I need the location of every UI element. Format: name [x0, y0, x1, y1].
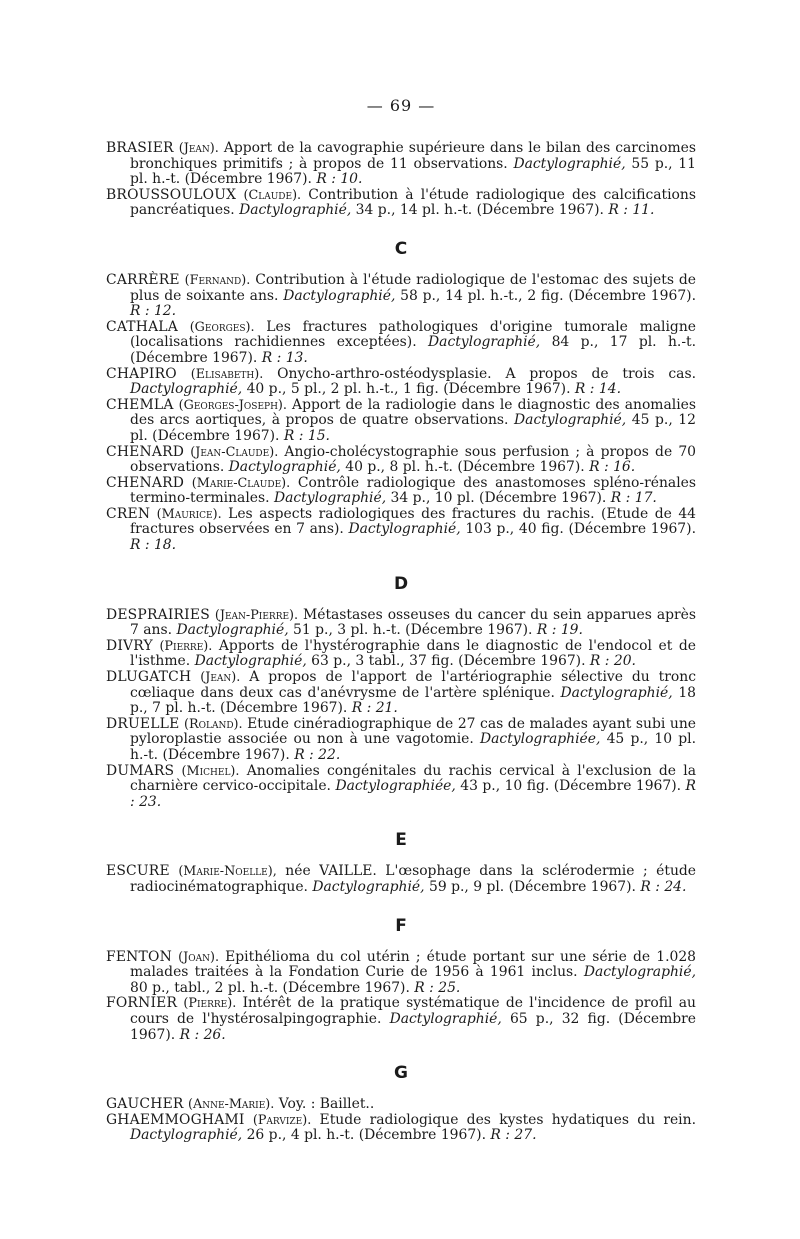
- entry-title: Métastases osseuses du cancer du sein apparues après 7 ans.: [130, 606, 696, 639]
- bibliography-entry: [106, 367, 696, 398]
- entry-title: Contribution à l'étude radiologique de l'estomac des sujets de plus de soixante ans.: [130, 271, 696, 304]
- section-letter: F: [395, 915, 407, 936]
- author-firstname: (Georges-Joseph).: [178, 397, 287, 413]
- author-firstname: (Fernand).: [184, 272, 251, 288]
- author-surname: DUMARS: [106, 762, 175, 779]
- entry-details: 84 p., 17 pl. h.-t. (Décembre 1967).: [130, 334, 697, 366]
- section-letter: E: [395, 830, 407, 851]
- entry-title: Etude radiologique des kystes hydatiques du rein.: [311, 1111, 696, 1128]
- author-firstname: (Claude).: [243, 187, 302, 203]
- reference-number: R : 14.: [574, 381, 621, 398]
- author-firstname: (Jean-Claude).: [190, 444, 279, 460]
- author-firstname: (Pierre).: [159, 638, 213, 654]
- bibliography-list: [106, 141, 696, 1144]
- author-surname: CREN: [106, 505, 151, 522]
- bibliography-entry: [106, 608, 696, 639]
- author-surname: FORNIER: [106, 995, 178, 1012]
- entry-details: 40 p., 8 pl. h.-t. (Décembre 1967).: [340, 459, 590, 476]
- author-surname: CHENARD: [106, 474, 185, 491]
- bibliography-entry: [106, 476, 696, 507]
- entry-details: 26 p., 4 pl. h.-t. (Décembre 1967).: [242, 1127, 491, 1144]
- author-firstname: (Michel).: [181, 763, 240, 779]
- author-firstname: (Parvize).: [252, 1112, 312, 1128]
- entry-details: 58 p., 14 pl. h.-t., 2 fig. (Décembre 1967).: [395, 287, 696, 304]
- bibliography-entry: [106, 764, 696, 811]
- publication-note: Dactylographié,: [428, 334, 541, 351]
- section: [106, 916, 696, 1044]
- author-surname: CARRÈRE: [106, 271, 180, 288]
- author-firstname: (Elisabeth).: [190, 366, 264, 382]
- entry-title: Voy. : Baillet..: [274, 1096, 375, 1113]
- reference-number: R : 27.: [490, 1127, 537, 1144]
- entry-details: 18 p., 7 pl. h.-t. (Décembre 1967).: [130, 684, 696, 717]
- publication-note: Dactylographié,: [130, 381, 243, 398]
- author-firstname: (Marie-Noelle),: [178, 864, 277, 880]
- publication-note: Dactylographié,: [583, 964, 696, 981]
- publication-note: Dactylographié,: [513, 155, 626, 172]
- entry-details: 103 p., 40 fig. (Décembre 1967).: [460, 521, 696, 538]
- publication-note: Dactylographiée,: [335, 778, 456, 795]
- entry-title: Apports de l'hystérographie dans le diagnostic de l'endocol et de l'isthme.: [130, 637, 696, 670]
- publication-note: Dactylographié,: [239, 202, 352, 219]
- author-surname: CATHALA: [106, 318, 178, 335]
- author-surname: DLUGATCH: [106, 669, 192, 686]
- publication-note: Dactylographié,: [228, 459, 341, 476]
- bibliography-entry: [106, 188, 696, 219]
- author-firstname: (Maurice).: [156, 506, 222, 522]
- publication-note: Dactylographié,: [389, 1010, 502, 1027]
- reference-number: R : 19.: [536, 622, 583, 639]
- author-firstname: (Jean).: [178, 141, 219, 156]
- bibliography-entry: [106, 398, 696, 445]
- entry-title: Etude cinéradiographique de 27 cas de malades ayant subi une pyloroplastie associée ou non à une vagotomie.: [130, 715, 696, 748]
- author-surname: CHAPIRO: [106, 365, 177, 382]
- author-surname: BRASIER: [106, 140, 174, 156]
- author-surname: FENTON: [106, 948, 172, 965]
- entry-details: 65 p., 32 fig. (Décembre 1967).: [130, 1010, 696, 1043]
- section-letter: D: [393, 573, 409, 594]
- author-firstname: (Marie-Claude).: [191, 475, 291, 491]
- entry-title: Angio-cholécystographie sous perfusion ; à propos de 70 observations.: [130, 443, 696, 476]
- bibliography-entry: [106, 864, 696, 895]
- reference-number: R : 20.: [589, 653, 636, 670]
- reference-number: R : 12.: [130, 303, 177, 320]
- reference-number: R : 22.: [294, 747, 341, 763]
- reference-number: R : 24.: [640, 878, 687, 895]
- entry-details: 80 p., tabl., 2 pl. h.-t. (Décembre 1967).: [130, 979, 415, 996]
- bibliography-entry: [106, 670, 696, 717]
- publication-note: Dactylographié,: [514, 412, 627, 429]
- reference-number: R : 16.: [589, 459, 636, 476]
- reference-number: R : 13.: [261, 349, 308, 366]
- publication-note: Dactylographiée,: [480, 731, 601, 748]
- author-surname: CHEMLA: [106, 396, 174, 413]
- entry-title: Les aspects radiologiques des fractures du rachis. (Etude de 44 fractures observées en 7 ans).: [130, 505, 696, 538]
- bibliography-entry: [106, 141, 696, 188]
- author-firstname: (Roland).: [184, 716, 243, 732]
- entry-title: Apport de la radiologie dans le diagnostic des anomalies des arcs aortiques, à propos de quatre observations.: [130, 396, 696, 429]
- bibliography-entry: [106, 507, 696, 554]
- bibliography-entry: [106, 273, 696, 320]
- publication-note: Dactylographié,: [283, 287, 396, 304]
- reference-number: R : 15.: [283, 427, 330, 444]
- section: [106, 830, 696, 895]
- publication-note: Dactylographié,: [560, 684, 673, 701]
- publication-note: Dactylographié,: [194, 653, 307, 670]
- entry-details: 40 p., 5 pl., 2 pl. h.-t., 1 fig. (Décembre 1967).: [242, 381, 575, 398]
- reference-number: R : 18.: [130, 537, 177, 554]
- bibliography-entry: [106, 996, 696, 1043]
- entry-title: Les fractures pathologiques d'origine tumorale maligne (localisations rachidiennes exceptées).: [130, 318, 696, 351]
- page-number: — 69 —: [366, 96, 436, 115]
- entry-details: 59 p., 9 pl. (Décembre 1967).: [424, 878, 641, 895]
- section: [106, 239, 696, 554]
- section-letter: G: [394, 1063, 408, 1084]
- author-surname: DRUELLE: [106, 715, 180, 732]
- bibliography-entry: [106, 445, 696, 476]
- entry-details: 34 p., 10 pl. (Décembre 1967).: [386, 490, 611, 507]
- section-letter: C: [394, 238, 408, 259]
- author-surname: BROUSSOULOUX: [106, 186, 237, 203]
- publication-note: Dactylographié,: [176, 622, 289, 639]
- author-surname: DESPRAIRIES: [106, 606, 210, 623]
- entry-title: Apport de la cavographie supérieure dans le bilan des carcinomes bronchiques primitifs ; à propos de 11 observations.: [130, 140, 696, 172]
- reference-number: R : 23.: [130, 778, 696, 810]
- entry-title: née VAILLE. L'œsophage dans la sclérodermie ; étude radiocinématographique.: [130, 863, 696, 895]
- bibliography-entry: [106, 320, 696, 367]
- author-firstname: (Pierre).: [183, 996, 237, 1012]
- author-surname: CHENARD: [106, 443, 185, 460]
- author-firstname: (Jean-Pierre).: [214, 607, 299, 623]
- author-surname: ESCURE: [106, 863, 170, 880]
- author-surname: GAUCHER: [106, 1096, 184, 1113]
- author-surname: GHAEMMOGHAMI: [106, 1111, 245, 1128]
- section: [106, 1063, 696, 1144]
- entry-title: Contribution à l'étude radiologique des calcifications pancréatiques.: [130, 186, 696, 219]
- reference-number: R : 25.: [414, 979, 461, 996]
- entry-details: 34 p., 14 pl. h.-t. (Décembre 1967).: [351, 202, 609, 219]
- entry-title: A propos de l'apport de l'artériographie sélective du tronc cœliaque dans deux cas d'anévrysme de l'artère splénique.: [130, 669, 696, 701]
- entry-title: Contrôle radiologique des anastomoses spléno-rénales termino-terminales.: [130, 474, 696, 507]
- publication-note: Dactylographié,: [312, 878, 425, 895]
- entry-details: 55 p., 11 pl. h.-t. (Décembre 1967).: [130, 155, 696, 188]
- publication-note: Dactylographié,: [348, 521, 461, 538]
- section: [106, 141, 696, 219]
- entry-details: 45 p., 12 pl. (Décembre 1967).: [130, 412, 696, 444]
- publication-note: Dactylographié,: [273, 490, 387, 507]
- reference-number: R : 17.: [610, 490, 657, 507]
- author-firstname: (Georges).: [189, 319, 255, 335]
- entry-title: Anomalies congénitales du rachis cervical à l'exclusion de la charnière cervico-occipitale.: [130, 762, 697, 795]
- bibliography-entry: [106, 639, 696, 670]
- author-firstname: (Jean).: [200, 670, 241, 686]
- publication-note: Dactylographié,: [130, 1127, 243, 1144]
- entry-details: 51 p., 3 pl. h.-t. (Décembre 1967).: [288, 622, 537, 639]
- reference-number: R : 10.: [316, 171, 363, 188]
- author-firstname: (Joan).: [178, 949, 219, 965]
- bibliography-entry: [106, 1097, 696, 1113]
- entry-title: Onycho-arthro-ostéodysplasie. A propos de trois cas.: [263, 365, 697, 382]
- reference-number: R : 11.: [608, 202, 655, 219]
- section: [106, 574, 696, 811]
- bibliography-entry: [106, 717, 696, 764]
- author-firstname: (Anne-Marie).: [188, 1097, 275, 1113]
- entry-details: 45 p., 10 pl. h.-t. (Décembre 1967).: [130, 731, 696, 763]
- reference-number: R : 26.: [179, 1026, 226, 1043]
- reference-number: R : 21.: [351, 700, 398, 717]
- entry-title: Epithélioma du col utérin ; étude portant sur une série de 1.028 malades traitées à la Fondation Curie de 1956 à 1961 inclus.: [130, 948, 697, 981]
- bibliography-entry: [106, 1113, 696, 1144]
- entry-details: 63 p., 3 tabl., 37 fig. (Décembre 1967).: [306, 653, 590, 670]
- bibliography-entry: [106, 950, 696, 997]
- entry-title: Intérêt de la pratique systématique de l'incidence de profil au cours de l'hystérosalpingographie.: [130, 995, 696, 1027]
- entry-details: 43 p., 10 fig. (Décembre 1967).: [455, 778, 686, 795]
- author-surname: DIVRY: [106, 637, 153, 654]
